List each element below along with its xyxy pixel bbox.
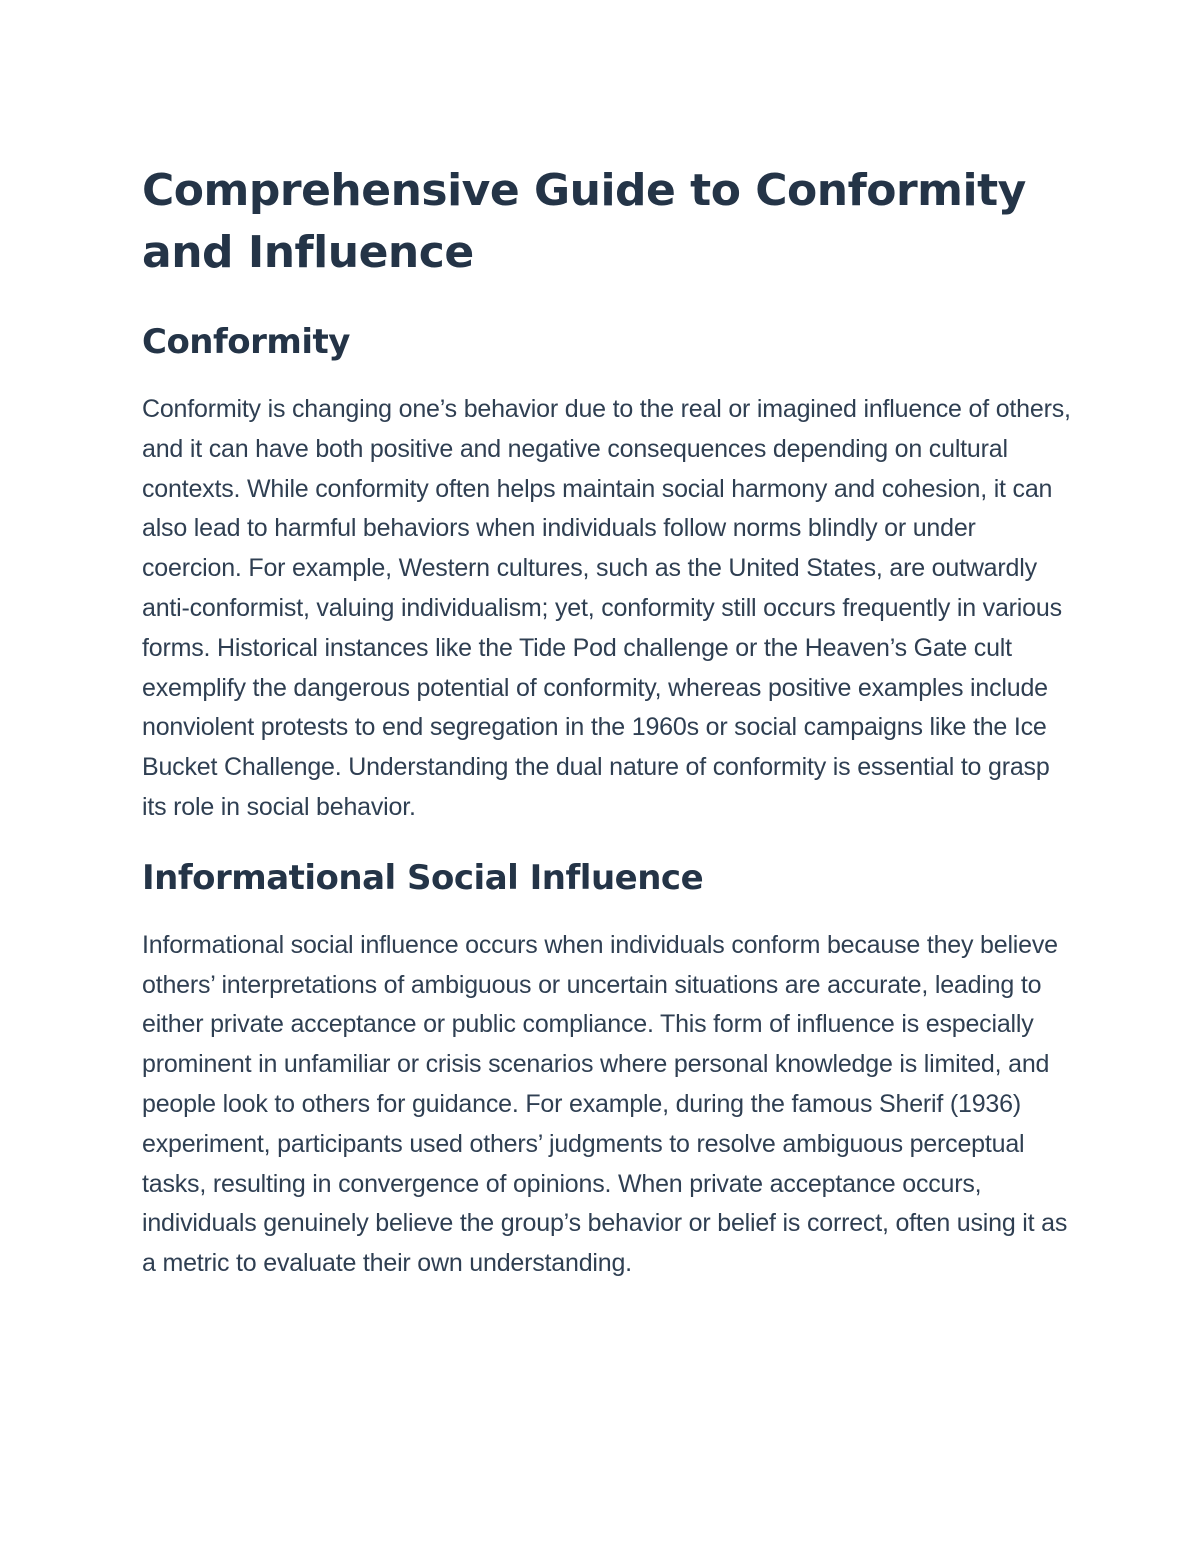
section-body-conformity: Conformity is changing one’s behavior due to the real or imagined influence of others, and it can have both positive and negative consequences depending on cultural contexts. While conformity often helps maintain social harmony and cohesion, it can also lead to harmful behaviors when individuals follow norms blindly or under coercion. For example, Western cultures, such as the United States, are outwardly anti-conformist, valuing individualism; yet, conformity still occurs frequently in various forms. Historical instances like the Tide Pod challenge or the Heaven’s Gate cult exemplify the dangerous potential of conformity, whereas positive examples include nonviolent protests to end segregation in the 1960s or social campaigns like the Ice Bucket Challenge. Understanding the dual nature of conformity is essential to grasp its role in social behavior. [142, 395, 1071, 821]
section-heading-informational-social-influence: Informational Social Influence [142, 857, 704, 898]
section-informational-social-influence [142, 856, 1072, 1284]
document-title: Comprehensive Guide to Conformity and Influence [142, 165, 1026, 278]
section-body-informational-social-influence: Informational social influence occurs when individuals conform because they believe others’ interpretations of ambiguous or uncertain situations are accurate, leading to either private acceptance or public compliance. This form of influence is especially prominent in unfamiliar or crisis scenarios where personal knowledge is limited, and people look to others for guidance. For example, during the famous Sherif (1936) experiment, participants used others’ judgments to resolve ambiguous perceptual tasks, resulting in convergence of opinions. When private acceptance occurs, individuals genuinely believe the group’s behavior or belief is correct, often using it as a metric to evaluate their own understanding. [142, 930, 1068, 1278]
section-conformity [142, 320, 1072, 828]
section-heading-conformity: Conformity [142, 322, 350, 362]
document-page [142, 160, 1072, 1284]
